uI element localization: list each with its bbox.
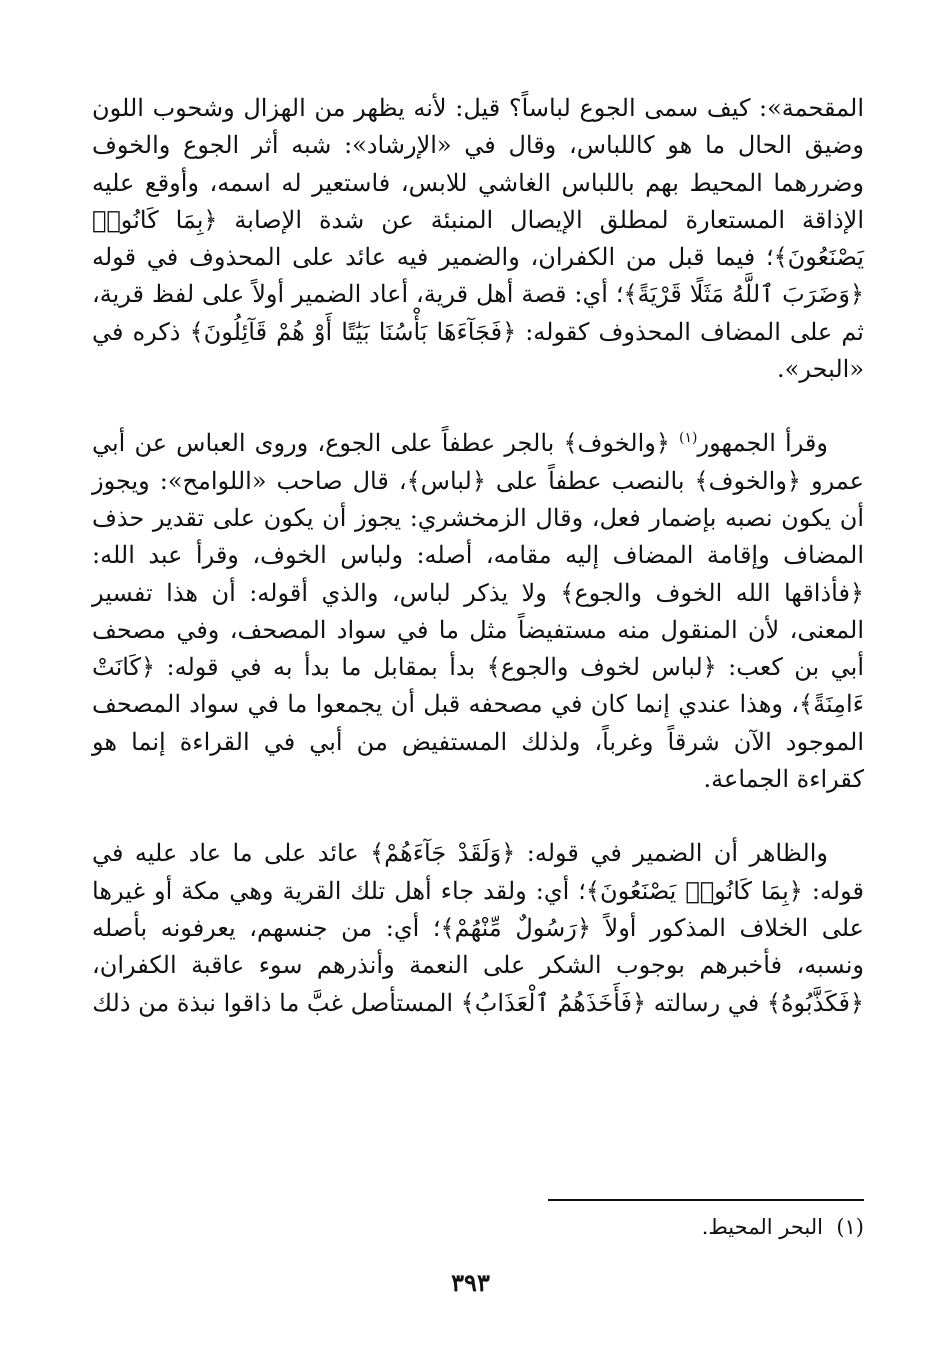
paragraph-1: المقحمة»: كيف سمى الجوع لباساً؟ قيل: لأنه يظهر من الهزال وشحوب اللون وضيق الحال ما هو كاللباس، وقال في «الإرشاد»: شبه أثر الجوع والخوف وضررهما المحيط بهم باللباس الغاشي للابس، فاستعير له اسمه، وأوقع عليه الإذاقة المستعارة لمطلق الإيصال المنبئة عن شدة الإصابة ﴿بِمَا كَانُوا۟ يَصْنَعُونَ﴾؛ فيما قبل من الكفران، والضمير فيه عائد على المحذوف في قوله ﴿وَضَرَبَ ٱللَّهُ مَثَلًا قَرْيَةً﴾؛ أي: قصة أهل قرية، أعاد الضمير أولاً على لفظ قرية، ثم على المضاف المحذوف كقوله: ﴿فَجَآءَهَا بَأْسُنَا بَيَٰتًا أَوْ هُمْ قَآئِلُونَ﴾ ذكره في «البحر». <box>92 94 864 384</box>
main-text <box>92 90 864 1022</box>
paragraph-2 <box>92 425 864 798</box>
page-number: ٣٩٣ <box>451 1268 490 1297</box>
footnote-text: البحر المحيط. <box>701 1215 823 1239</box>
footnote-separator <box>548 1199 864 1201</box>
paragraph-gap <box>92 388 864 425</box>
footnote-reference: (١) <box>679 430 698 447</box>
paragraph-gap <box>92 798 864 835</box>
paragraph-2-rest: ﴿والخوف﴾ بالجر عطفاً على الجوع، وروى العباس عن أبي عمرو ﴿والخوف﴾ بالنصب عطفاً على ﴿لباس﴾، قال صاحب «اللوامح»: ويجوز أن يكون نصبه بإضمار فعل، وقال الزمخشري: يجوز أن يكون على تقدير حذف المضاف وإقامة المضاف إليه مقامه، أصله: ولباس الخوف، وقرأ عبد الله: ﴿فأذاقها الله الخوف والجوع﴾ ولا يذكر لباس، والذي أقوله: أن هذا تفسير المعنى، لأن المنقول منه مستفيضاً مثل ما في سواد المصحف، وفي مصحف أبي بن كعب: ﴿لباس لخوف والجوع﴾ بدأ بمقابل ما بدأ به في قوله: ﴿كَانَتْ ءَامِنَةً﴾، وهذا عندي إنما كان في مصحفه قبل أن يجمعوا ما في سواد المصحف الموجود الآن شرقاً وغرباً، ولذلك المستفيض من أبي في القراءة إنما هو كقراءة الجماعة. <box>92 429 865 794</box>
footnote <box>548 1212 864 1242</box>
footnote-marker: (١) <box>836 1215 864 1239</box>
paragraph-3: والظاهر أن الضمير في قوله: ﴿وَلَقَدْ جَآءَهُمْ﴾ عائد على ما عاد عليه في قوله: ﴿بِمَا كَانُوا۟ يَصْنَعُونَ﴾؛ أي: ولقد جاء أهل تلك القرية وهي مكة أو غيرها على الخلاف المذكور أولاً ﴿رَسُولٌ مِّنْهُمْ﴾؛ أي: من جنسهم، يعرفونه بأصله ونسبه، فأخبرهم بوجوب الشكر على النعمة وأنذرهم سوء عاقبة الكفران، ﴿فَكَذَّبُوهُ﴾ في رسالته ﴿فَأَخَذَهُمُ ٱلْعَذَابُ﴾ المستأصل غبَّ ما ذاقوا نبذة من ذلك <box>92 839 865 1017</box>
paragraph-2-start: وقرأ الجمهور <box>697 429 828 458</box>
